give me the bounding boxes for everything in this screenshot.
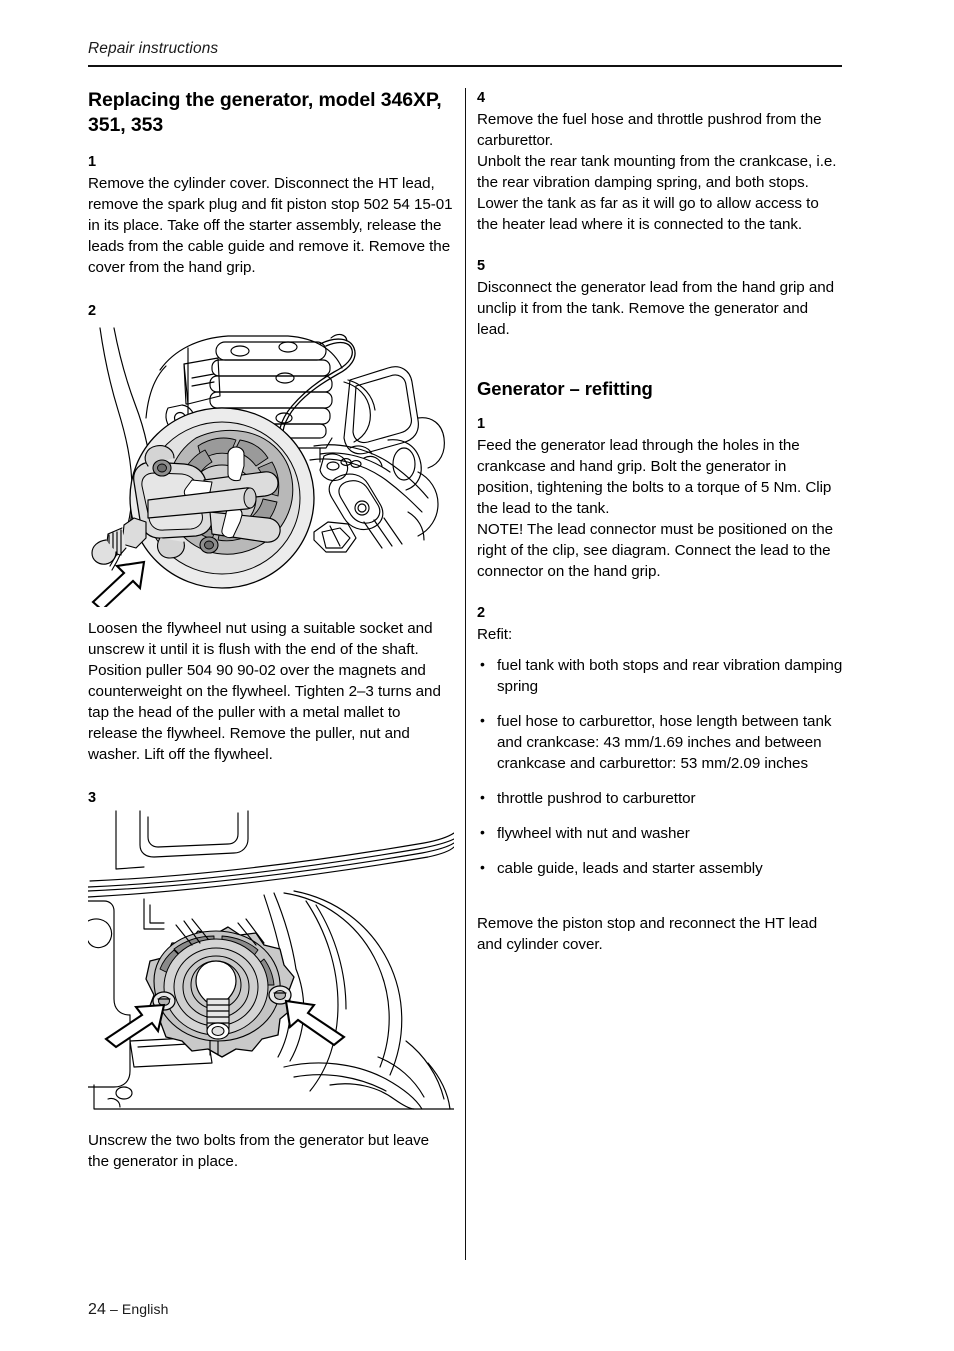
header-title: Repair instructions: [88, 40, 219, 57]
step-4-text-b: Unbolt the rear tank mounting from the crankcase, i.e. the rear vibration damping spring, and both stops. Lower the tank as far as it will go to allow access to the heater lead where it is connected to the tank.: [477, 152, 837, 233]
closing-text: Remove the piston stop and reconnect the HT lead and cylinder cover.: [477, 914, 818, 953]
footer-page-number: 24: [88, 1301, 106, 1318]
column-divider: [465, 88, 466, 1260]
figure-3: [88, 790, 454, 1119]
list-item: • fuel tank with both stops and rear vibration damping spring: [477, 656, 843, 698]
footer-separator: –: [110, 1301, 118, 1317]
refit-step-2-intro: Refit:: [477, 626, 513, 644]
step-4-text-a: Remove the fuel hose and throttle pushrod from the carburettor.: [477, 111, 822, 149]
figure-3-illustration: [88, 809, 454, 1119]
left-column: [88, 88, 454, 1173]
page-footer: [88, 1301, 169, 1319]
section-title-generator-refitting: Generator – refitting: [477, 377, 653, 399]
footer-language: English: [121, 1301, 169, 1317]
figure-2: [88, 303, 454, 607]
figure-2-caption-a: Loosen the flywheel nut using a suitable socket and unscrew it until it is flush with the end of the shaft.: [88, 620, 433, 659]
list-item: • fuel hose to carburettor, hose length between tank and crankcase: 43 mm/1.69 inches and between crankcase and carburettor: 53 mm/2.09 inches: [477, 712, 843, 775]
step-number-1: 1: [88, 153, 97, 170]
step-number-5: 5: [477, 257, 486, 274]
step-1-text: Remove the cylinder cover. Disconnect the HT lead, remove the spark plug and fit piston stop 502 54 15-01 in its place. Take off the starter assembly, release the leads from the cable guide and remove it. Remove the cover from the hand grip.: [88, 174, 453, 276]
refit-step-number-1: 1: [477, 416, 486, 433]
refit-step-1-note: NOTE! The lead connector must be positioned on the right of the clip, see diagram. Connect the lead to the connector on the hand grip.: [477, 521, 834, 581]
refit-bullet-list: [477, 656, 843, 880]
refit-step-1-text-a: Feed the generator lead through the holes in the crankcase and hand grip. Bolt the generator in position, tightening the bolts to a torque of 5 Nm. Clip the lead to the tank.: [477, 437, 832, 518]
list-item: • flywheel with nut and washer: [477, 824, 843, 845]
figure-3-caption: Unscrew the two bolts from the generator but leave the generator in place.: [88, 1132, 430, 1171]
header-rule: [88, 65, 842, 67]
right-column: [477, 88, 843, 956]
refit-step-number-2: 2: [477, 605, 486, 622]
list-item: • throttle pushrod to carburettor: [477, 789, 843, 810]
figure-2-caption-b: Position puller 504 90 90-02 over the magnets and counterweight on the flywheel. Tighten 2–3 turns and tap the head of the puller with a metal mallet to release the flywheel. Remove the puller, nut and washer. Lift off the flywheel.: [88, 662, 441, 763]
step-5-text: Disconnect the generator lead from the hand grip and unclip it from the tank. Remove the generator and lead.: [477, 278, 835, 338]
page-title: Replacing the generator, model 346XP, 351, 353: [88, 89, 442, 136]
list-item: • cable guide, leads and starter assembly: [477, 859, 843, 880]
figure-2-illustration: [88, 322, 454, 607]
figure-3-label: 3: [88, 789, 97, 806]
running-header: [88, 40, 842, 67]
step-number-4: 4: [477, 90, 486, 106]
figure-2-label: 2: [88, 302, 97, 319]
